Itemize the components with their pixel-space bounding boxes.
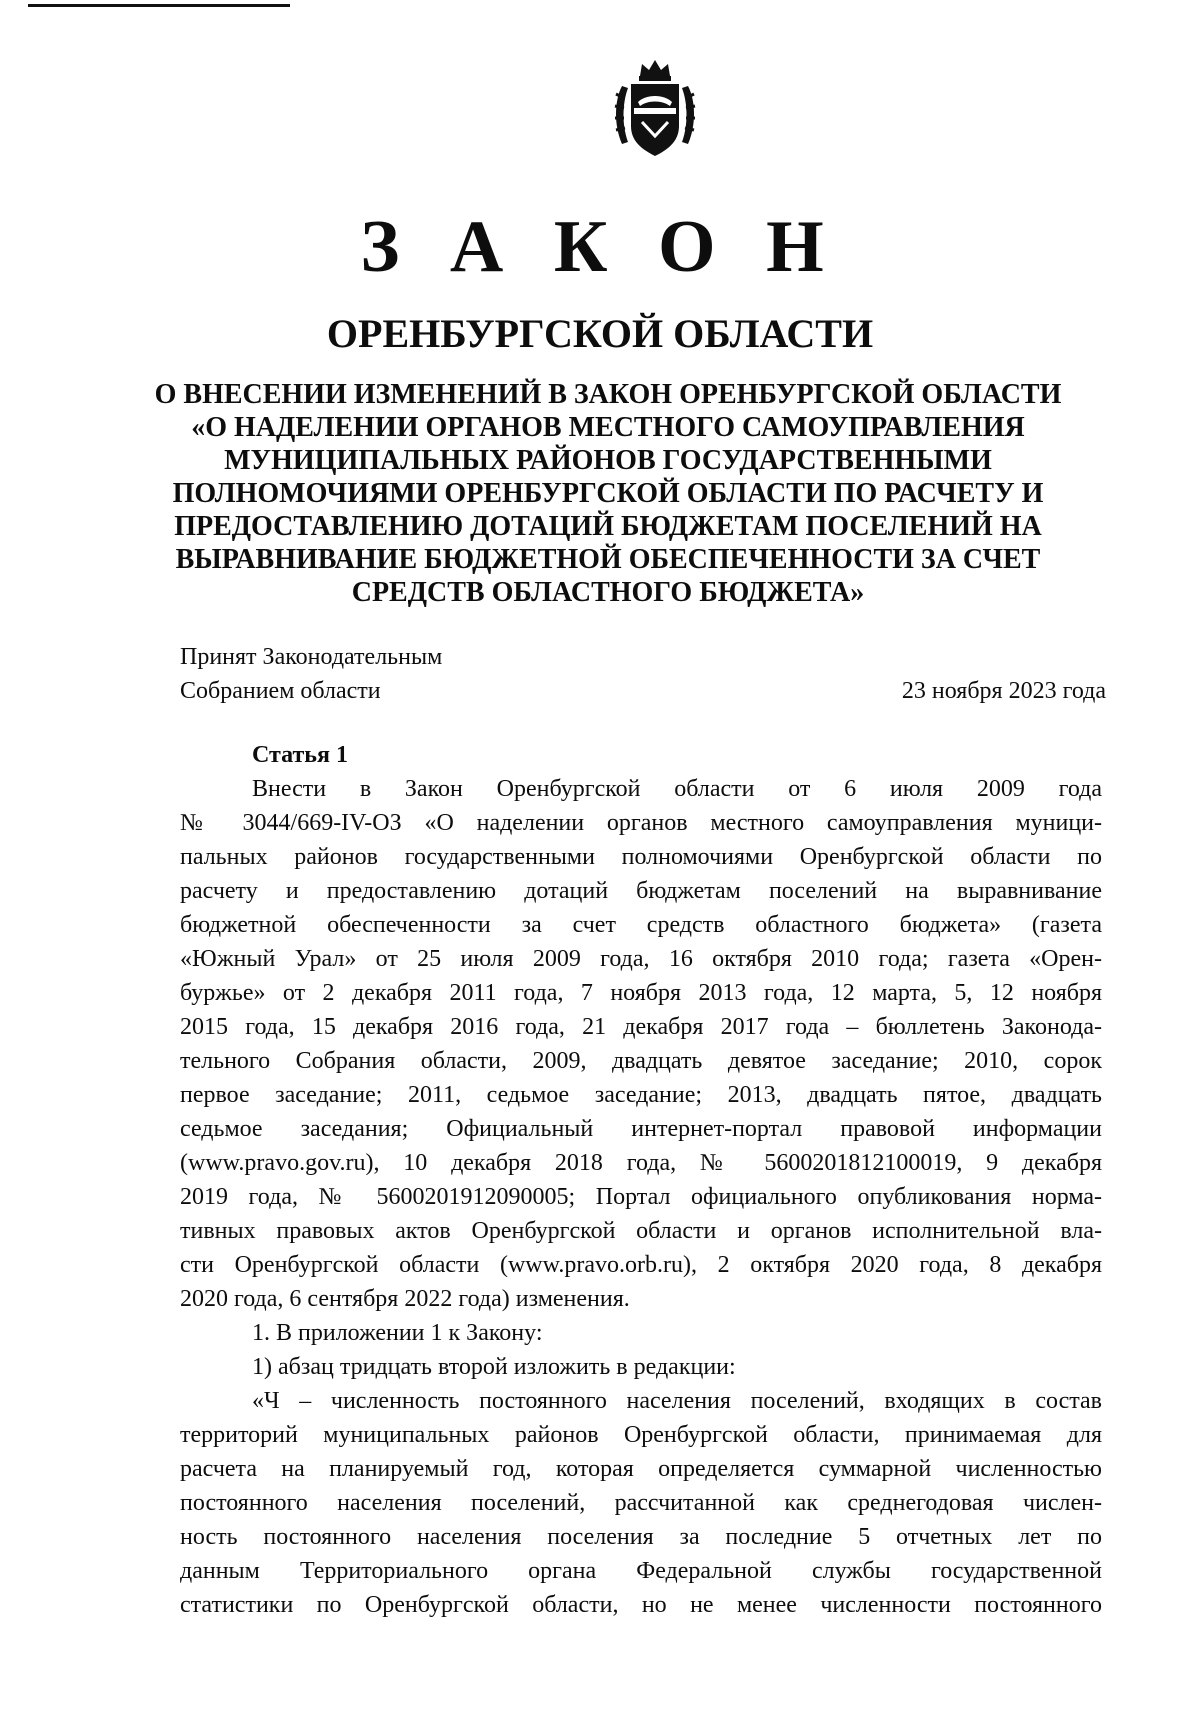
article-heading: Статья 1 — [252, 742, 348, 768]
list-item: 1) абзац тридцать второй изложить в редакции: — [252, 1354, 736, 1380]
article-line: седьмое заседания; Официальный интернет-портал правовой информации — [180, 1116, 1102, 1142]
list-item: 1. В приложении 1 к Закону: — [252, 1320, 543, 1346]
adoption-date: 23 ноября 2023 года — [901, 678, 1106, 704]
quote-line: данным Территориального органа Федеральной службы государственной — [180, 1558, 1102, 1584]
quote-line: ность постоянного населения поселения за последние 5 отчетных лет по — [180, 1524, 1102, 1550]
article-line: буржье» от 2 декабря 2011 года, 7 ноября 2013 года, 12 марта, 5, 12 ноября — [180, 980, 1102, 1006]
law-name-line: «О НАДЕЛЕНИИ ОРГАНОВ МЕСТНОГО САМОУПРАВЛЕНИЯ — [191, 412, 1025, 443]
quote-line: расчета на планируемый год, которая определяется суммарной численностью — [180, 1456, 1102, 1482]
law-name-line: О ВНЕСЕНИИ ИЗМЕНЕНИЙ В ЗАКОН ОРЕНБУРГСКОЙ ОБЛАСТИ — [154, 379, 1062, 410]
law-name-line: ВЫРАВНИВАНИЕ БЮДЖЕТНОЙ ОБЕСПЕЧЕННОСТИ ЗА СЧЕТ — [175, 544, 1041, 575]
article-line: пальных районов государственными полномочиями Оренбургской области по — [180, 844, 1102, 870]
article-line: тельного Собрания области, 2009, двадцать девятое заседание; 2010, сорок — [180, 1048, 1102, 1074]
law-title: З А К О Н — [360, 206, 840, 288]
adopted-by-line: Принят Законодательным — [180, 644, 443, 670]
quote-line: статистики по Оренбургской области, но не менее численности постоянного — [180, 1592, 1102, 1618]
law-name — [150, 378, 1066, 609]
law-body — [180, 738, 1102, 1622]
article-line: 2015 года, 15 декабря 2016 года, 21 декабря 2017 года – бюллетень Законода- — [180, 1014, 1102, 1040]
article-line: Внести в Закон Оренбургской области от 6 июля 2009 года — [252, 776, 1102, 802]
article-line: сти Оренбургской области (www.pravo.orb.ru), 2 октября 2020 года, 8 декабря — [180, 1252, 1102, 1278]
law-name-line: СРЕДСТВ ОБЛАСТНОГО БЮДЖЕТА» — [351, 577, 865, 608]
article-line: «Южный Урал» от 25 июля 2009 года, 16 октября 2010 года; газета «Орен- — [180, 946, 1102, 972]
law-name-line: МУНИЦИПАЛЬНЫХ РАЙОНОВ ГОСУДАРСТВЕННЫМИ — [224, 445, 992, 476]
law-name-line: ПРЕДОСТАВЛЕНИЮ ДОТАЦИЙ БЮДЖЕТАМ ПОСЕЛЕНИЙ НА — [174, 511, 1042, 542]
article-line: 2019 года, № 5600201912090005; Портал официального опубликования норма- — [180, 1184, 1102, 1210]
article-line: 2020 года, 6 сентября 2022 года) изменения. — [180, 1286, 630, 1312]
article-line: (www.pravo.gov.ru), 10 декабря 2018 года, № 5600201812100019, 9 декабря — [180, 1150, 1102, 1176]
article-line: первое заседание; 2011, седьмое заседание; 2013, двадцать пятое, двадцать — [180, 1082, 1102, 1108]
quote-line: постоянного населения поселений, рассчитанной как среднегодовая числен- — [180, 1490, 1102, 1516]
article-line: тивных правовых актов Оренбургской области и органов исполнительной вла- — [180, 1218, 1102, 1244]
adoption-info — [180, 640, 442, 708]
oblast-coat-of-arms-icon — [612, 56, 698, 160]
article-line: № 3044/669-IV-ОЗ «О наделении органов местного самоуправления муници- — [180, 810, 1102, 836]
quote-line: «Ч – численность постоянного населения поселений, входящих в состав — [252, 1388, 1102, 1414]
top-rule — [28, 4, 290, 7]
article-line: расчету и предоставлению дотаций бюджетам поселений на выравнивание — [180, 878, 1102, 904]
law-name-line: ПОЛНОМОЧИЯМИ ОРЕНБУРГСКОЙ ОБЛАСТИ ПО РАСЧЕТУ И — [172, 478, 1044, 509]
region-subtitle: ОРЕНБУРГСКОЙ ОБЛАСТИ — [326, 311, 874, 356]
article-line: бюджетной обеспеченности за счет средств областного бюджета» (газета — [180, 912, 1102, 938]
adopted-by-line: Собранием области — [180, 678, 381, 704]
quote-line: территорий муниципальных районов Оренбургской области, принимаемая для — [180, 1422, 1102, 1448]
